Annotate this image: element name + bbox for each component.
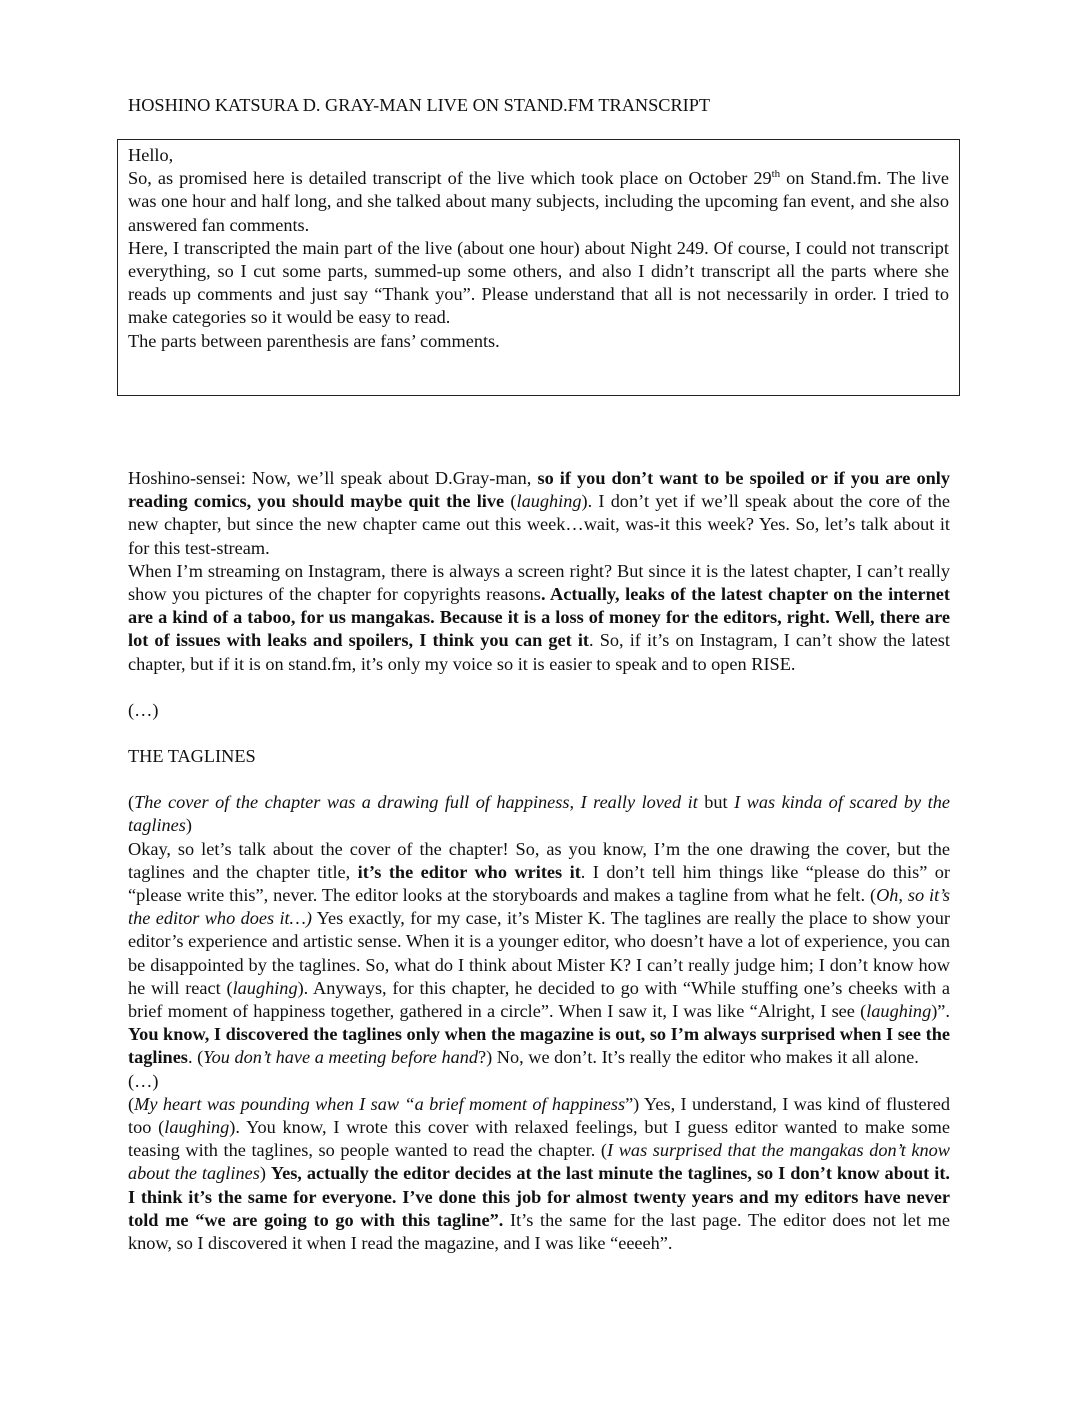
italic-text: The cover of the chapter was a drawing full of happiness, I really loved it [134,792,698,813]
transcript-paragraph [128,791,950,837]
intro-paragraph-2: Here, I transcripted the main part of the live (about one hour) about Night 249. Of course, I could not transcript everything, so I cut some parts, summed-up some others, and also I didn’t transcript all the parts where she reads up comments and just say “Thank you”. Please understand that all is not necessarily in order. I tried to make categories so it would be easy to read. [128,237,949,328]
section-heading: THE TAGLINES [128,746,256,767]
body-text: . I don’t tell him things like “please do this” or “please write this”, never. The editor looks at the storyboards and makes a tagline from what he felt. ( [128,861,950,906]
body-text: . ( [187,1047,204,1068]
bold-text: . Actually, leaks of the latest chapter on the internet are a kind of a taboo, for us mangakas. Because it is a loss of money for the editors, right. Well, there are lot of issues with leaks and spoilers, I think you can get it [128,584,950,651]
transcript-paragraph [128,560,950,676]
intro-text: on Stand.fm. The live was one hour and half long, and she talked about many subjects, including the upcoming fan event, and she also answered fan comments. [128,168,949,235]
body-text: It’s the same for the last page. The editor does not let me know, so I discovered it when I read the magazine, and I was like “eeeeh”. [128,1209,950,1254]
italic-text: laughing [164,1117,230,1138]
intro-paragraph-3: The parts between parenthesis are fans’ comments. [128,330,500,351]
transcript-paragraph [128,838,950,1070]
transcript-body [128,467,950,1255]
body-text: ?) No, we don’t. It’s really the editor who makes it all alone. [478,1047,919,1068]
body-text: ). Anyways, for this chapter, he decided to go with “While stuffing one’s cheeks with a brief moment of happiness together, gathered in a circle”. When I saw it, I was like “Alright, I see ( [128,977,950,1022]
body-text: ( [504,491,517,512]
transcript-paragraph [128,1093,950,1255]
intro-box [117,139,960,396]
italic-text: My heart was pounding when I saw “a brief moment of happiness [134,1093,626,1114]
body-text: ) [259,1163,271,1184]
body-text: When I’m streaming on Instagram, there is always a screen right? But since it is the latest chapter, I can’t really show you pictures of the chapter for copyrights reasons [128,560,950,605]
body-text: )”. [931,1001,950,1022]
bold-text: so if you don’t want to be spoiled or if you are only reading comics, you should maybe quit the live [128,468,950,512]
italic-text: Oh, so it’s the editor who does it…) [128,885,951,929]
italic-text: laughing [866,1001,932,1022]
body-text: ”) Yes, I understand, I was kind of flustered too ( [128,1093,950,1138]
bold-text: You know, I discovered the taglines only when the magazine is out, so I’m always surprised when I see the taglines [128,1024,950,1068]
intro-text: So, as promised here is detailed transcript of the live which took place on October 29 [128,168,772,189]
italic-text: laughing [232,977,298,998]
body-text: . So, if it’s on Instagram, I can’t show the latest chapter, but if it is on stand.fm, it’s only my voice so it is easier to speak and to open RISE. [128,630,950,674]
italic-text: I was kinda of scared by the taglines [128,792,950,836]
bold-text: it’s the editor who writes it [357,861,581,882]
intro-paragraph-1 [128,167,949,237]
body-text: Yes exactly, for my case, it’s Mister K. The taglines are really the place to show your editor’s experience and artistic sense. When it is a younger editor, who doesn’t have a lot of experience, you can be disappointed by the taglines. So, what do I think about Mister K? I can’t really judge him; I don’t know how he will react ( [128,908,950,998]
body-text: Hoshino-sensei: Now, we’ll speak about D.Gray-man, [128,468,538,488]
transcript-paragraph [128,467,950,560]
body-text: ) [185,815,192,836]
italic-text: You don’t have a meeting before hand [203,1047,479,1068]
bold-text: Yes, actually the editor decides at the last minute the taglines, so I don’t know about it. I think it’s the same for everyone. I’ve done this job for almost twenty years and my editors have never told me “we are going to go with this tagline”. [128,1163,950,1230]
body-text: ( [128,1093,135,1114]
document-title: HOSHINO KATSURA D. GRAY-MAN LIVE ON STAND.FM TRANSCRIPT [128,95,711,115]
italic-text: laughing [516,491,582,512]
body-text: ). I don’t yet if we’ll speak about the core of the new chapter, but since the new chapter came out this week…wait, was-it this week? Yes. So, let’s talk about it for this test-stream. [128,491,950,558]
intro-greeting: Hello, [128,145,174,165]
body-text: ( [128,792,135,813]
ordinal-superscript: th [771,168,781,181]
body-text: ). You know, I wrote this cover with relaxed feelings, but I guess editor wanted to make some teasing with the taglines, so people wanted to read the chapter. ( [128,1117,950,1161]
ellipsis-marker: (…) [128,1070,159,1091]
ellipsis-marker: (…) [128,699,159,720]
italic-text: I was surprised that the mangakas don’t know about the taglines [128,1140,950,1184]
body-text: Okay, so let’s talk about the cover of the chapter! So, as you know, I’m the one drawing the cover, but the taglines and the chapter title, [128,838,950,882]
body-text: but [697,792,735,813]
